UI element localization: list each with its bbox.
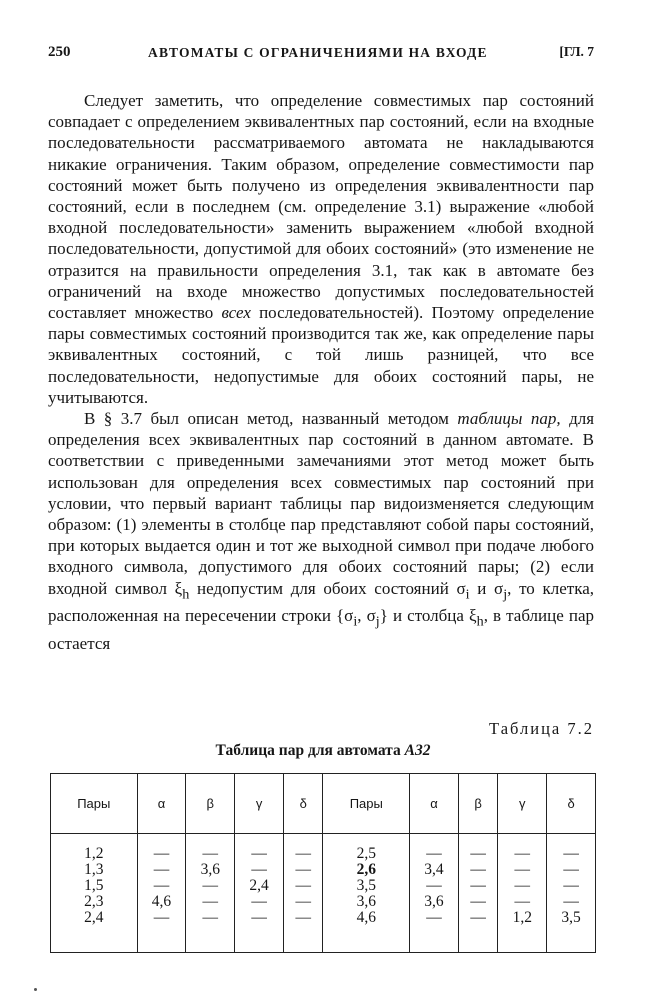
table-caption-text: Таблица пар для автомата [215, 742, 401, 759]
pairs-table [50, 773, 596, 953]
table-cell: — [283, 862, 323, 878]
table-cell: — [235, 846, 284, 862]
subscript-i: i [465, 586, 470, 603]
table-cell: — [458, 862, 498, 878]
table-cell: 3,4 [410, 862, 459, 878]
paragraph-2-text-cont7: , в таблице пар остается [48, 606, 594, 653]
subscript-j: j [503, 586, 508, 603]
table-cell: — [547, 862, 596, 878]
table-caption [0, 742, 646, 760]
table-cell: — [283, 894, 323, 910]
col-header: γ [235, 774, 284, 834]
col-header: Пары [323, 774, 410, 834]
table-row [51, 910, 596, 926]
table-cell: 2,5 [323, 846, 410, 862]
table-row [51, 862, 596, 878]
subscript-i-2: i [353, 613, 358, 630]
table-cell: — [186, 846, 235, 862]
table-cell: 2,3 [51, 894, 138, 910]
table-cell: — [137, 910, 186, 926]
paragraph-2-text-cont4: , то клетка, расположенная на пересечении строки {σ [48, 578, 594, 626]
col-header: β [458, 774, 498, 834]
paragraph-2 [48, 408, 594, 654]
paragraph-2-text: В § 3.7 был описан метод, названный методом [84, 409, 449, 429]
table-row [51, 878, 596, 894]
table-cell: — [137, 846, 186, 862]
table-cell: 3,5 [547, 910, 596, 926]
paragraph-1-text: Следует заметить, что определение совместимых пар состояний совпадает с определением эквивалентных пар состояний, если на входные последовательности рассматриваемого автомата не накладываются никакие ограничения. Таким образом, определение совместимости пар состояний может быть получено из определения эквивалентности пар состояний, если в последнем (см. определение 3.1) выражение «любой входной последовательности» заменить выражением «любой входной последовательности, допустимой для обоих состояний» (это изменение не отразится на правильности определения 3.1, так как в автомате без ограничений на входе множество допустимых последовательностей составляет множество [48, 91, 594, 323]
table-cell: — [458, 878, 498, 894]
table-cell: — [458, 894, 498, 910]
table-header-row [51, 774, 596, 834]
table-cell: — [186, 894, 235, 910]
table-cell: — [235, 862, 284, 878]
table-cell: — [186, 910, 235, 926]
col-header: Пары [51, 774, 138, 834]
page-header [48, 44, 594, 68]
table-cell: 3,5 [323, 878, 410, 894]
table-cell: 1,2 [498, 910, 547, 926]
print-speck [34, 988, 37, 991]
table-row [51, 894, 596, 910]
paragraph-2-text-cont6: } и столбца ξ [379, 606, 477, 626]
paragraph-2-text-cont3: и σ [477, 578, 504, 598]
table-cell: — [137, 878, 186, 894]
paragraph-2-italic: таблицы пар, [457, 409, 561, 429]
table-cell: 1,2 [51, 846, 138, 862]
table-cell: — [283, 846, 323, 862]
subscript-j-2: j [375, 613, 380, 630]
table-cell: 3,6 [323, 894, 410, 910]
table-cell: 3,6 [410, 894, 459, 910]
table-cell: — [283, 878, 323, 894]
paragraph-1-text-cont: последовательностей). Поэтому определение пары совместимых состояний производится так же, как определение пары эквивалентных состояний, с той лишь разницей, что все последовательности, недопустимые для обоих состояний пары, не учитываются. [48, 303, 594, 407]
col-header: δ [547, 774, 596, 834]
chapter-label: [ГЛ. 7 [559, 44, 594, 59]
table-cell: 2,4 [235, 878, 284, 894]
table-cell: 3,6 [186, 862, 235, 878]
running-title: АВТОМАТЫ С ОГРАНИЧЕНИЯМИ НА ВХОДЕ [148, 45, 488, 60]
table-cell: — [498, 846, 547, 862]
table-cell: — [186, 878, 235, 894]
page-number: 250 [48, 44, 71, 60]
table-cell: — [547, 894, 596, 910]
subscript-h: h [182, 586, 190, 603]
col-header: β [186, 774, 235, 834]
table-cell: — [410, 878, 459, 894]
table-cell: — [458, 846, 498, 862]
table-cell: — [410, 910, 459, 926]
table-cell: — [498, 894, 547, 910]
col-header: γ [498, 774, 547, 834]
table-cell: 4,6 [137, 894, 186, 910]
table-cell: 1,5 [51, 878, 138, 894]
paragraph-2-text-cont2: недопустим для обоих состояний σ [197, 578, 466, 598]
table-cell: — [547, 878, 596, 894]
table-cell: 2,6 [323, 862, 410, 878]
paragraph-1-italic: всех [221, 303, 251, 323]
table-caption-machine: А32 [404, 742, 431, 759]
col-header: δ [283, 774, 323, 834]
table-cell: — [458, 910, 498, 926]
paragraph-2-text-cont5: , σ [357, 606, 376, 626]
paragraph-1 [48, 90, 594, 408]
table-cell: — [235, 894, 284, 910]
table-cell: — [410, 846, 459, 862]
table-cell: 1,3 [51, 862, 138, 878]
table-row [51, 846, 596, 862]
table-cell: — [235, 910, 284, 926]
table-label: Таблица 7.2 [489, 719, 594, 738]
subscript-h-2: h [476, 613, 484, 630]
table-cell: — [498, 878, 547, 894]
table-cell: 2,4 [51, 910, 138, 926]
body-text [48, 90, 594, 654]
col-header: α [410, 774, 459, 834]
table-cell: — [283, 910, 323, 926]
table-cell: — [498, 862, 547, 878]
table-cell: — [547, 846, 596, 862]
paragraph-2-text-cont: для определения всех эквивалентных пар состояний в данном автомате. В соответствии с приведенными замечаниями этот метод может быть использован для определения всех совместимых пар состояний при условии, что первый вариант таблицы пар видоизменяется следующим образом: (1) элементы в столбце пар представляют собой пары состояний, при которых выдается один и тот же выходной символ при подаче любого входного символа, допустимого для обоих состояний пары; (2) если входной символ ξ [48, 409, 595, 598]
table-cell: — [137, 862, 186, 878]
col-header: α [137, 774, 186, 834]
table-cell: 4,6 [323, 910, 410, 926]
